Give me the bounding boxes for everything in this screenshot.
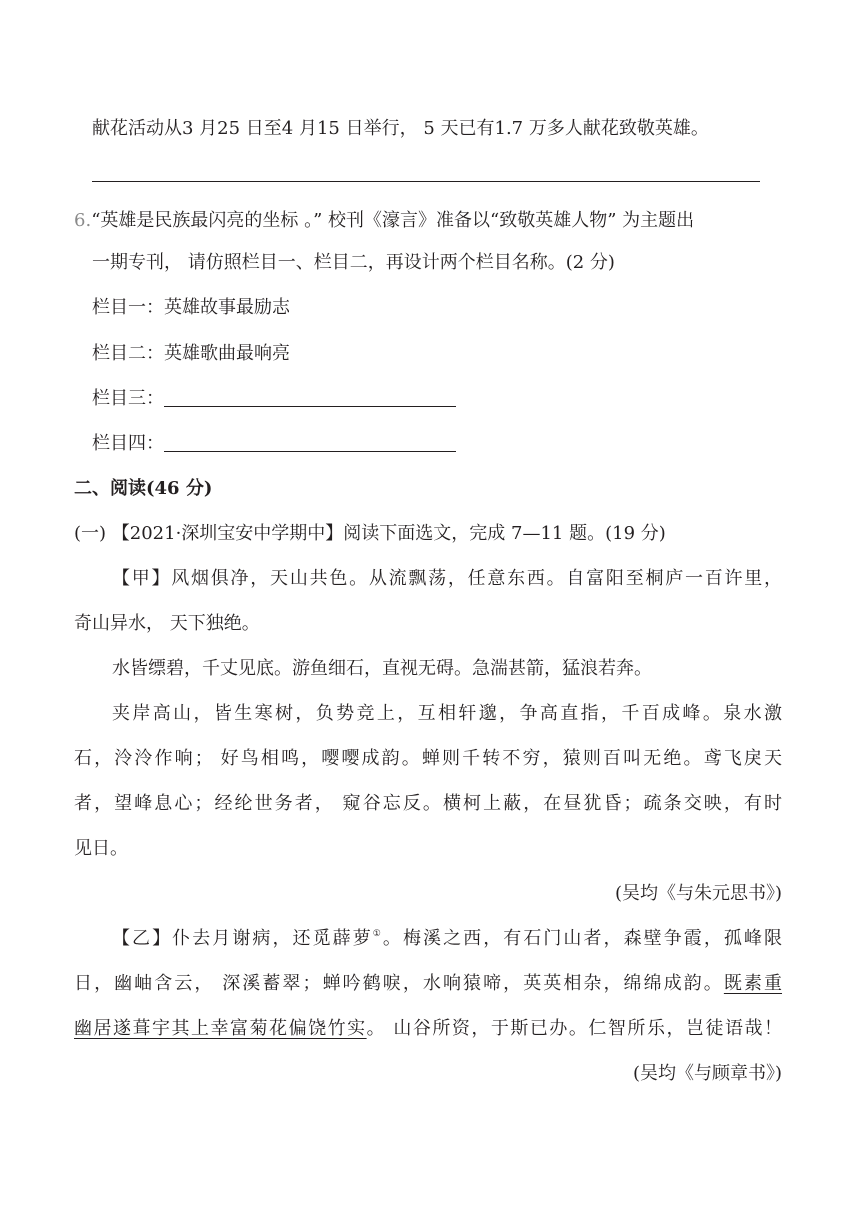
yi-line-3: 幽居遂葺宇其上幸富菊花偏饶竹实。 山谷所资，于斯已办。仁智所乐，岂徒语哉！	[74, 1018, 782, 1039]
underlined-text: 既素重	[723, 973, 783, 994]
column-2: 栏目二：英雄歌曲最响亮	[92, 343, 290, 364]
footnote-marker: ①	[372, 929, 383, 939]
question-number: 6.	[74, 210, 92, 231]
jia-line-5: 石，泠泠作响； 好鸟相鸣，嘤嘤成韵。蝉则千转不穷，猿则百叫无绝。鸢飞戾天	[74, 748, 782, 769]
answer-blank-3[interactable]	[164, 388, 456, 407]
column-3: 栏目三：	[92, 388, 456, 410]
answer-blank-4[interactable]	[164, 433, 456, 452]
question-6-line-1: 6.“英雄是民族最闪亮的坐标 。” 校刊《濠言》准备以“致敬英雄人物” 为主题出	[74, 210, 695, 231]
jia-line-1: 【甲】风烟俱净，天山共色。从流飘荡，任意东西。自富阳至桐庐一百许里，	[112, 568, 782, 589]
jia-line-2: 奇山异水， 天下独绝。	[74, 613, 260, 634]
yi-line-2: 日，幽岫含云， 深溪蓄翠；蝉吟鹤唳，水响猿啼，英英相杂，绵绵成韵。既素重	[74, 973, 783, 994]
top-line: 献花活动从3 月25 日至4 月15 日举行， 5 天已有1.7 万多人献花致敬英雄。	[92, 118, 709, 139]
section-heading: 二、阅读(46 分)	[74, 478, 213, 499]
jia-line-6: 者，望峰息心；经纶世务者， 窥谷忘反。横柯上蔽，在昼犹昏；疏条交映，有时	[74, 793, 782, 814]
jia-source: (吴均《与朱元思书》)	[614, 883, 782, 904]
answer-line	[92, 181, 760, 182]
part-intro: (一) 【2021·深圳宝安中学期中】阅读下面选文，完成 7—11 题。(19 分)	[74, 523, 666, 544]
jia-line-7: 见日。	[74, 838, 128, 859]
yi-line-1: 【乙】仆去月谢病，还觅薜萝①。梅溪之西，有石门山者，森壁争霞，孤峰限	[112, 928, 783, 949]
column-1: 栏目一：英雄故事最励志	[92, 297, 290, 318]
jia-line-4: 夹岸高山，皆生寒树，负势竞上，互相轩邈，争高直指，千百成峰。泉水激	[112, 703, 782, 724]
yi-source: (吴均《与顾章书》)	[632, 1063, 782, 1084]
column-4: 栏目四：	[92, 433, 456, 455]
underlined-text: 幽居遂葺宇其上幸富菊花偏饶竹实	[74, 1018, 367, 1039]
question-6-line-2: 一期专刊， 请仿照栏目一、栏目二，再设计两个栏目名称。(2 分)	[92, 252, 615, 273]
jia-line-3: 水皆缥碧，千丈见底。游鱼细石，直视无碍。急湍甚箭，猛浪若奔。	[112, 658, 652, 679]
